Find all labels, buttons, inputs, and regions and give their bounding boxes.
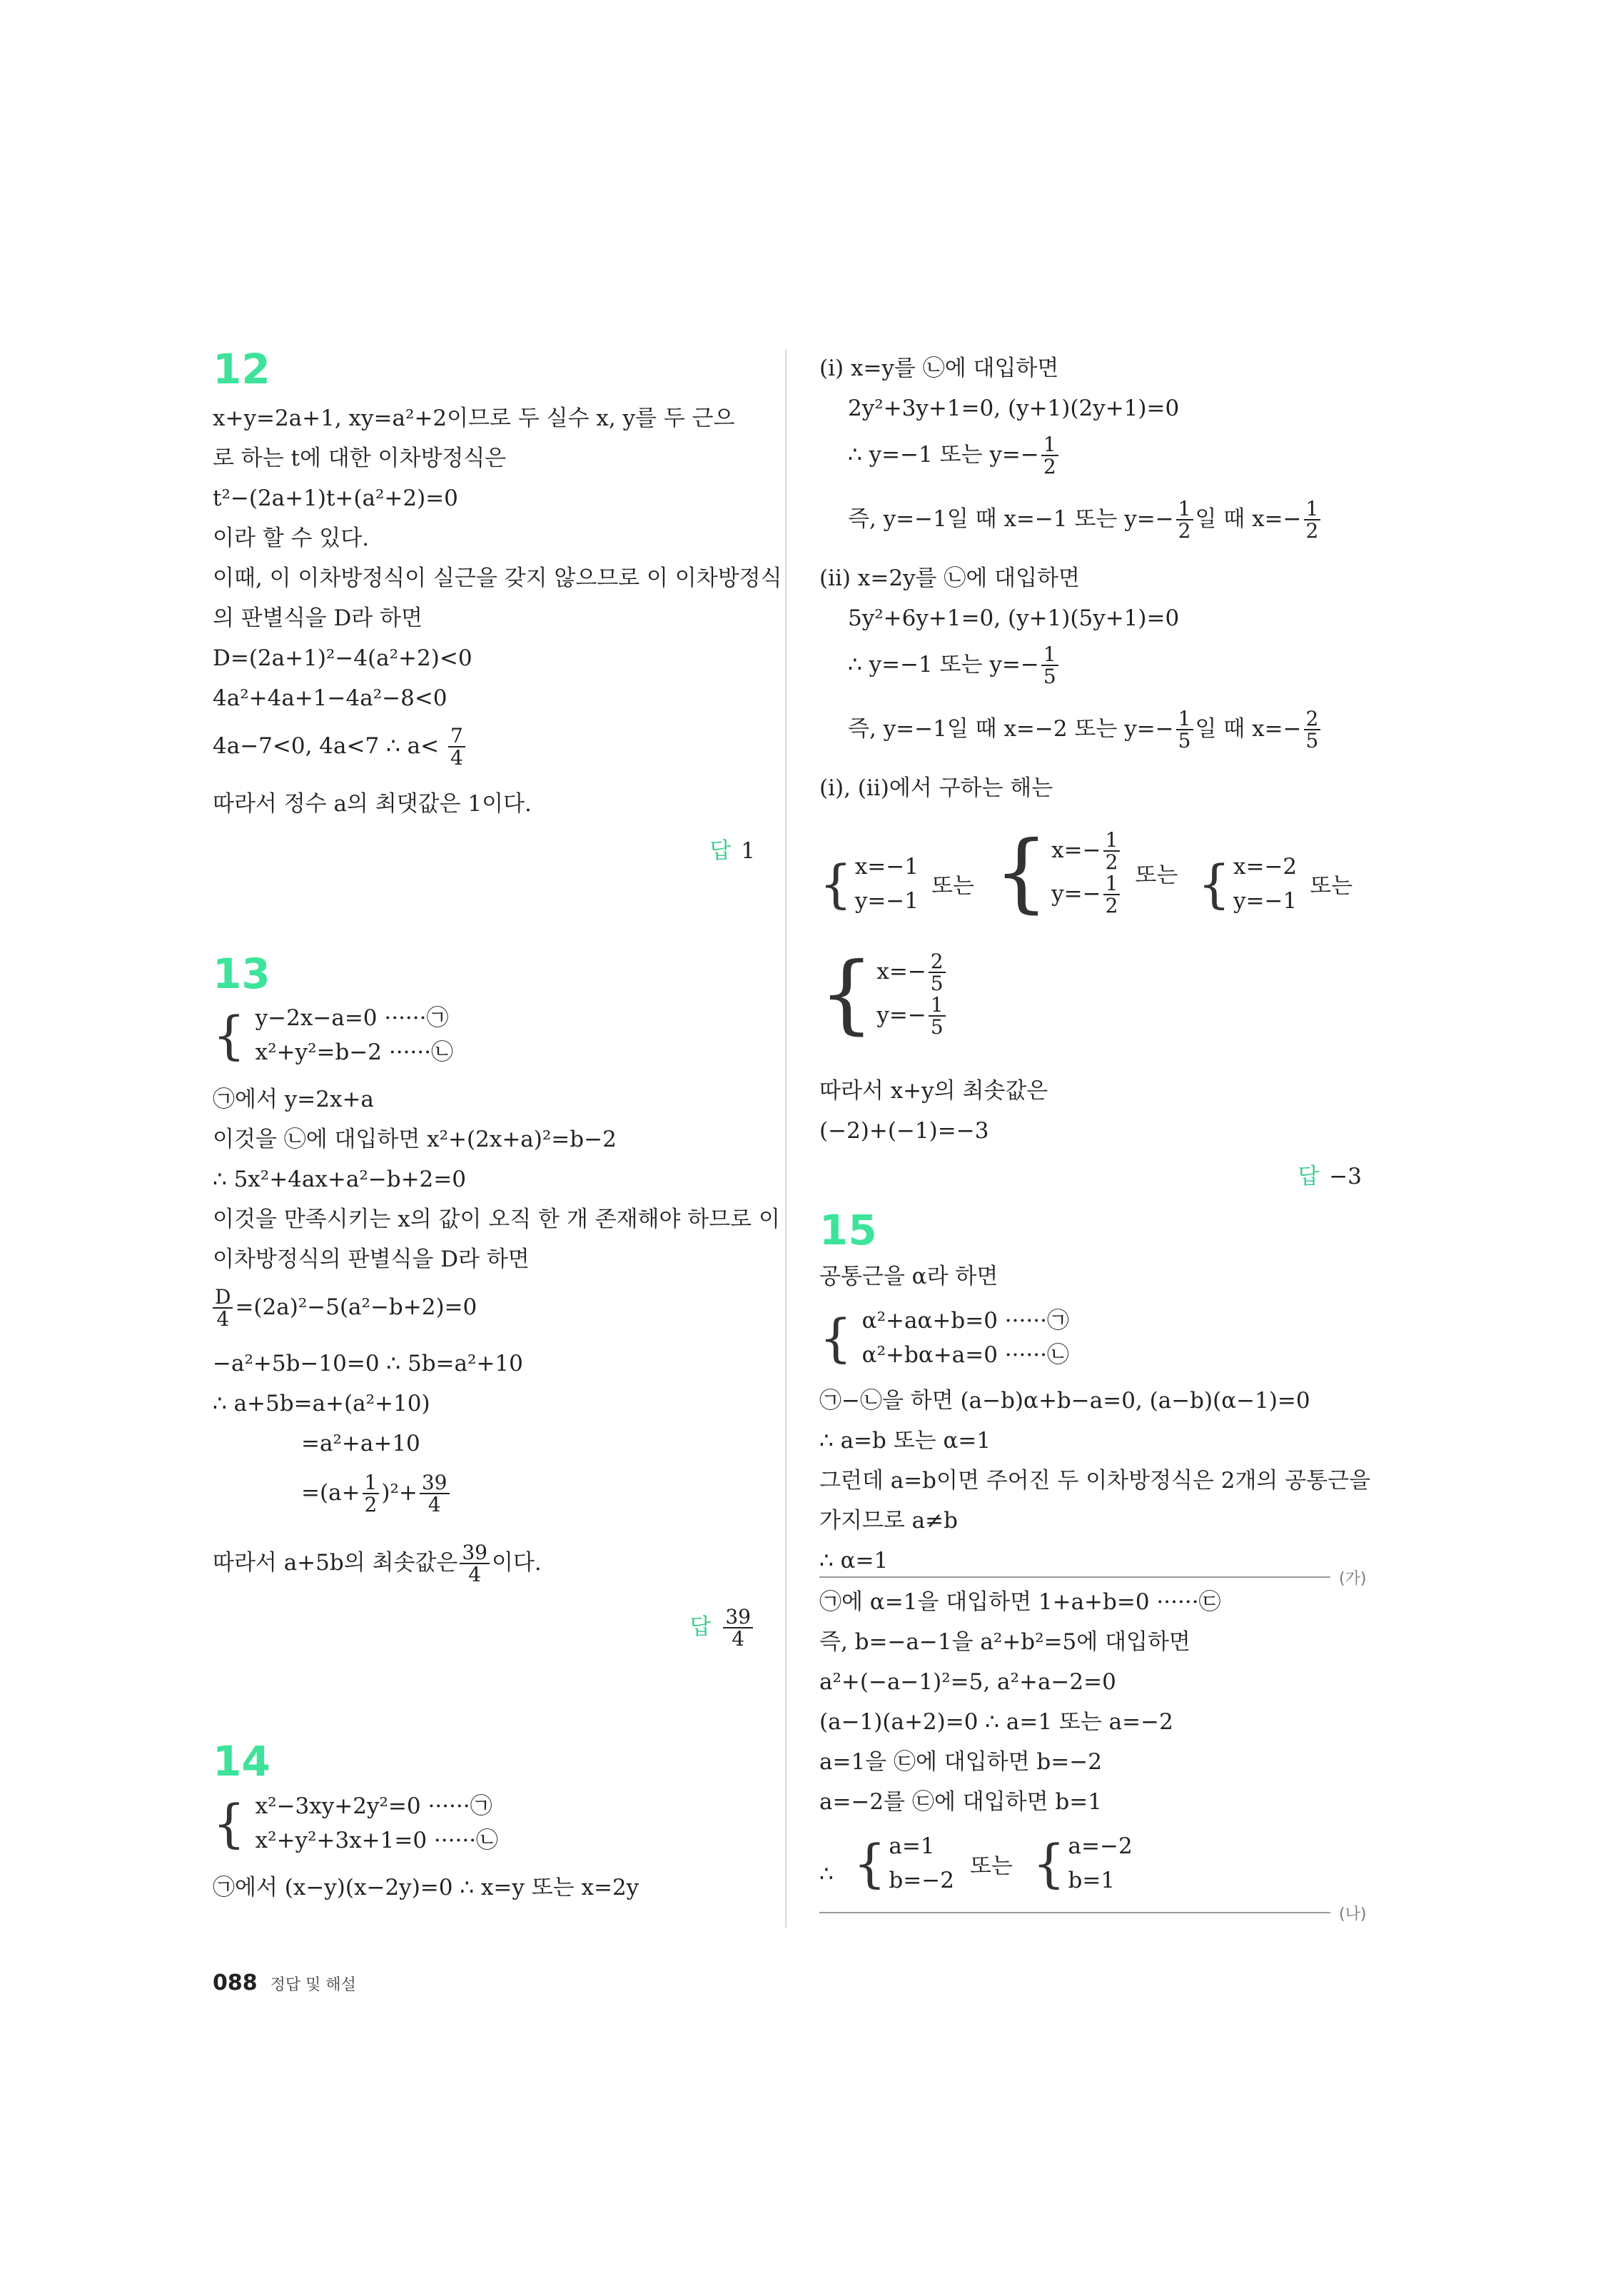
p12-line-10: 따라서 정수 a의 최댓값은 1이다. — [213, 791, 532, 817]
p14-equation-2: x²+y²+3x+1=0 ······㉡ — [255, 1828, 499, 1854]
p12-line-6: 의 판별식을 D라 하면 — [213, 605, 423, 631]
p14-case-1-result — [848, 498, 1323, 542]
p14-frac: $\frac{1}{2}$ — [1041, 434, 1058, 478]
p14-solution-row-1 — [819, 822, 1365, 922]
p12-answer — [709, 832, 755, 865]
final-solution-1: { a=1 b=−2 또는 — [853, 1833, 1013, 1894]
or-word: 또는 — [1135, 862, 1178, 889]
p14-system — [213, 1789, 498, 1858]
answer-tag: 답 — [1298, 1164, 1320, 1189]
answer-value: 1 — [741, 838, 755, 864]
step-label-2: (나) — [1339, 1905, 1367, 1923]
p13-half: $\frac{1}{2}$ — [363, 1472, 380, 1516]
p14-frac: $\frac{1}{5}$ — [1041, 644, 1058, 688]
answer-tag: 답 — [709, 838, 732, 864]
page-footer — [213, 1970, 356, 1995]
or-word: 또는 — [931, 873, 974, 900]
p12-line-3: t²−(2a+1)t+(a²+2)=0 — [213, 485, 458, 511]
p13-equation-1: y−2x−a=0 ······㉠ — [255, 1005, 449, 1031]
answer-value: $\frac{39}{4}$ — [723, 1606, 753, 1650]
p12-line-5: 이때, 이 이차방정식이 실근을 갖지 않으므로 이 이차방정식 — [213, 565, 782, 591]
step-label-1: (가) — [1339, 1570, 1367, 1588]
p14-frac: $\frac{1}{2}$ — [1176, 498, 1193, 542]
p12-line-4: 이라 할 수 있다. — [213, 525, 370, 551]
p13-line-7: −a²+5b−10=0 ∴ 5b=a²+10 — [213, 1351, 523, 1376]
p14-frac: $\frac{1}{2}$ — [1304, 498, 1321, 542]
p13-line-3: ∴ 5x²+4ax+a²−b+2=0 — [213, 1167, 466, 1192]
p13-equation-2: x²+y²=b−2 ······㉡ — [255, 1039, 453, 1066]
footer-label: 정답 및 해설 — [270, 1976, 356, 1994]
p14-solution-row-2 — [819, 944, 961, 1044]
solution-2: { x=− $\frac{1}{2}$ y=− $\frac{1}{2}$ 또는 — [993, 822, 1178, 922]
p15-line-12: a=−2를 ㉢에 대입하면 b=1 — [819, 1789, 1102, 1815]
p12-line-2: 로 하는 t에 대한 이차방정식은 — [213, 445, 507, 471]
p13-discriminant: =(2a)²−5(a²−b+2)=0 — [235, 1294, 477, 1320]
p13-39-over-4: $\frac{39}{4}$ — [420, 1472, 450, 1516]
problem-14-number: 14 — [213, 1737, 270, 1786]
p14-case-1: (ⅰ) x=y를 ㉡에 대입하면 — [819, 356, 1059, 381]
solution-4: { x=− $\frac{2}{5}$ y=− $\frac{1}{5}$ — [819, 951, 948, 1038]
final-solution-2: { a=−2 b=1 — [1032, 1833, 1133, 1894]
p15-line-9: a²+(−a−1)²=5, a²+a−2=0 — [819, 1669, 1116, 1695]
p14-result-text-2: 일 때 x=− — [1195, 715, 1302, 742]
or-word: 또는 — [1310, 873, 1353, 900]
p14-case-1-sol — [848, 434, 1061, 478]
p14-case-2-eq: 5y²+6y+1=0, (y+1)(5y+1)=0 — [848, 605, 1180, 631]
p14-result-text: 즉, y=−1일 때 x=−1 또는 y=− — [848, 505, 1174, 532]
left-brace: { — [213, 1793, 246, 1854]
p15-line-8: 즉, b=−a−1을 a²+b²=5에 대입하면 — [819, 1629, 1190, 1655]
answer-value: −3 — [1329, 1164, 1362, 1189]
p12-line-7: D=(2a+1)²−4(a²+2)<0 — [213, 645, 472, 671]
p14-frac: $\frac{2}{5}$ — [1304, 708, 1321, 752]
p13-line-8: ∴ a+5b=a+(a²+10) — [213, 1391, 430, 1416]
p15-line-11: a=1을 ㉢에 대입하면 b=−2 — [819, 1749, 1102, 1775]
p13-d-over-4: $\frac{D}{4}$ — [213, 1287, 233, 1330]
p15-final — [819, 1829, 1146, 1898]
p12-fraction: $\frac{7}{4}$ — [448, 725, 465, 769]
p13-line-4: 이것을 만족시키는 x의 값이 오직 한 개 존재해야 하므로 이 — [213, 1207, 780, 1232]
page-number: 088 — [213, 1970, 258, 1995]
p13-answer — [689, 1606, 755, 1650]
p14-combine: (ⅰ), (ⅱ)에서 구하는 해는 — [819, 775, 1053, 801]
p13-conclusion: 따라서 a+5b의 최솟값은 — [213, 1549, 458, 1576]
p13-line-1: ㉠에서 y=2x+a — [213, 1087, 374, 1112]
p14-result-text-2: 일 때 x=− — [1195, 505, 1302, 532]
p15-line-2: ㉠−㉡을 하면 (a−b)α+b−a=0, (a−b)(α−1)=0 — [819, 1388, 1310, 1414]
p13-min-fraction: $\frac{39}{4}$ — [460, 1542, 490, 1586]
p13-line-6 — [213, 1287, 477, 1330]
p13-line-9: =a²+a+10 — [301, 1431, 420, 1456]
p12-line-1: x+y=2a+1, xy=a²+2이므로 두 실수 x, y를 두 근으 — [213, 406, 735, 431]
p12-line-8: 4a²+4a+1−4a²−8<0 — [213, 685, 448, 711]
step-rule-2 — [819, 1912, 1330, 1913]
solution-1: { x=−1 y=−1 또는 — [819, 853, 974, 914]
p14-equation-1: x²−3xy+2y²=0 ······㉠ — [255, 1793, 492, 1819]
or-word: 또는 — [969, 1853, 1013, 1879]
p14-frac: $\frac{1}{5}$ — [1176, 708, 1193, 752]
problem-15-number: 15 — [819, 1206, 877, 1254]
answer-tag: 답 — [689, 1613, 712, 1640]
p15-system — [819, 1304, 1069, 1372]
p13-line-5: 이차방정식의 판별식을 D라 하면 — [213, 1247, 530, 1272]
p13-system — [213, 1001, 453, 1069]
p15-line-5: 가지므로 a≠b — [819, 1508, 958, 1534]
p14-conclusion: 따라서 x+y의 최솟값은 — [819, 1078, 1048, 1104]
p13-line-11 — [213, 1542, 542, 1586]
p14-case-2: (ⅱ) x=2y를 ㉡에 대입하면 — [819, 565, 1080, 591]
p14-case-2-text: ∴ y=−1 또는 y=− — [848, 651, 1039, 678]
solution-3: { x=−2 y=−1 또는 — [1198, 853, 1353, 914]
p15-equation-1: α²+aα+b=0 ······㉠ — [861, 1308, 1069, 1334]
problem-12-number: 12 — [213, 345, 270, 393]
p15-line-3: ∴ a=b 또는 α=1 — [819, 1428, 991, 1454]
final-therefore: ∴ — [819, 1861, 834, 1888]
p15-equation-2: α²+bα+a=0 ······㉡ — [861, 1342, 1069, 1369]
p14-answer — [1298, 1158, 1362, 1190]
p15-line-6: ∴ α=1 — [819, 1548, 889, 1574]
p15-line-4: 그런데 a=b이면 주어진 두 이차방정식은 2개의 공통근을 — [819, 1468, 1371, 1494]
left-brace: { — [213, 1005, 246, 1066]
p13-line-10 — [301, 1472, 452, 1516]
p15-line-10: (a−1)(a+2)=0 ∴ a=1 또는 a=−2 — [819, 1709, 1173, 1735]
step-rule-1 — [819, 1576, 1330, 1578]
p14-case-1-eq: 2y²+3y+1=0, (y+1)(2y+1)=0 — [848, 396, 1180, 421]
problem-13-number: 13 — [213, 950, 270, 998]
p12-line-9 — [213, 725, 467, 769]
p13-conclusion-end: 이다. — [491, 1549, 542, 1576]
p13-line-2: 이것을 ㉡에 대입하면 x²+(2x+a)²=b−2 — [213, 1127, 617, 1152]
p14-case-1-text: ∴ y=−1 또는 y=− — [848, 441, 1039, 468]
p15-line-7: ㉠에 α=1을 대입하면 1+a+b=0 ······㉢ — [819, 1589, 1221, 1615]
p14-conclusion-calc: (−2)+(−1)=−3 — [819, 1118, 989, 1144]
p14-result-text: 즉, y=−1일 때 x=−2 또는 y=− — [848, 715, 1174, 742]
p14-case-2-result — [848, 708, 1323, 752]
column-divider — [785, 350, 787, 1928]
p14-line-1: ㉠에서 (x−y)(x−2y)=0 ∴ x=y 또는 x=2y — [213, 1875, 639, 1900]
left-brace: { — [819, 1308, 852, 1369]
p14-case-2-sol — [848, 644, 1061, 688]
p15-line-1: 공통근을 α라 하면 — [819, 1264, 998, 1289]
p13-square-open: =(a+ — [301, 1479, 360, 1506]
p13-square-close: )²+ — [381, 1479, 418, 1506]
p12-inequality: 4a−7<0, 4a<7 ∴ a< — [213, 732, 440, 759]
